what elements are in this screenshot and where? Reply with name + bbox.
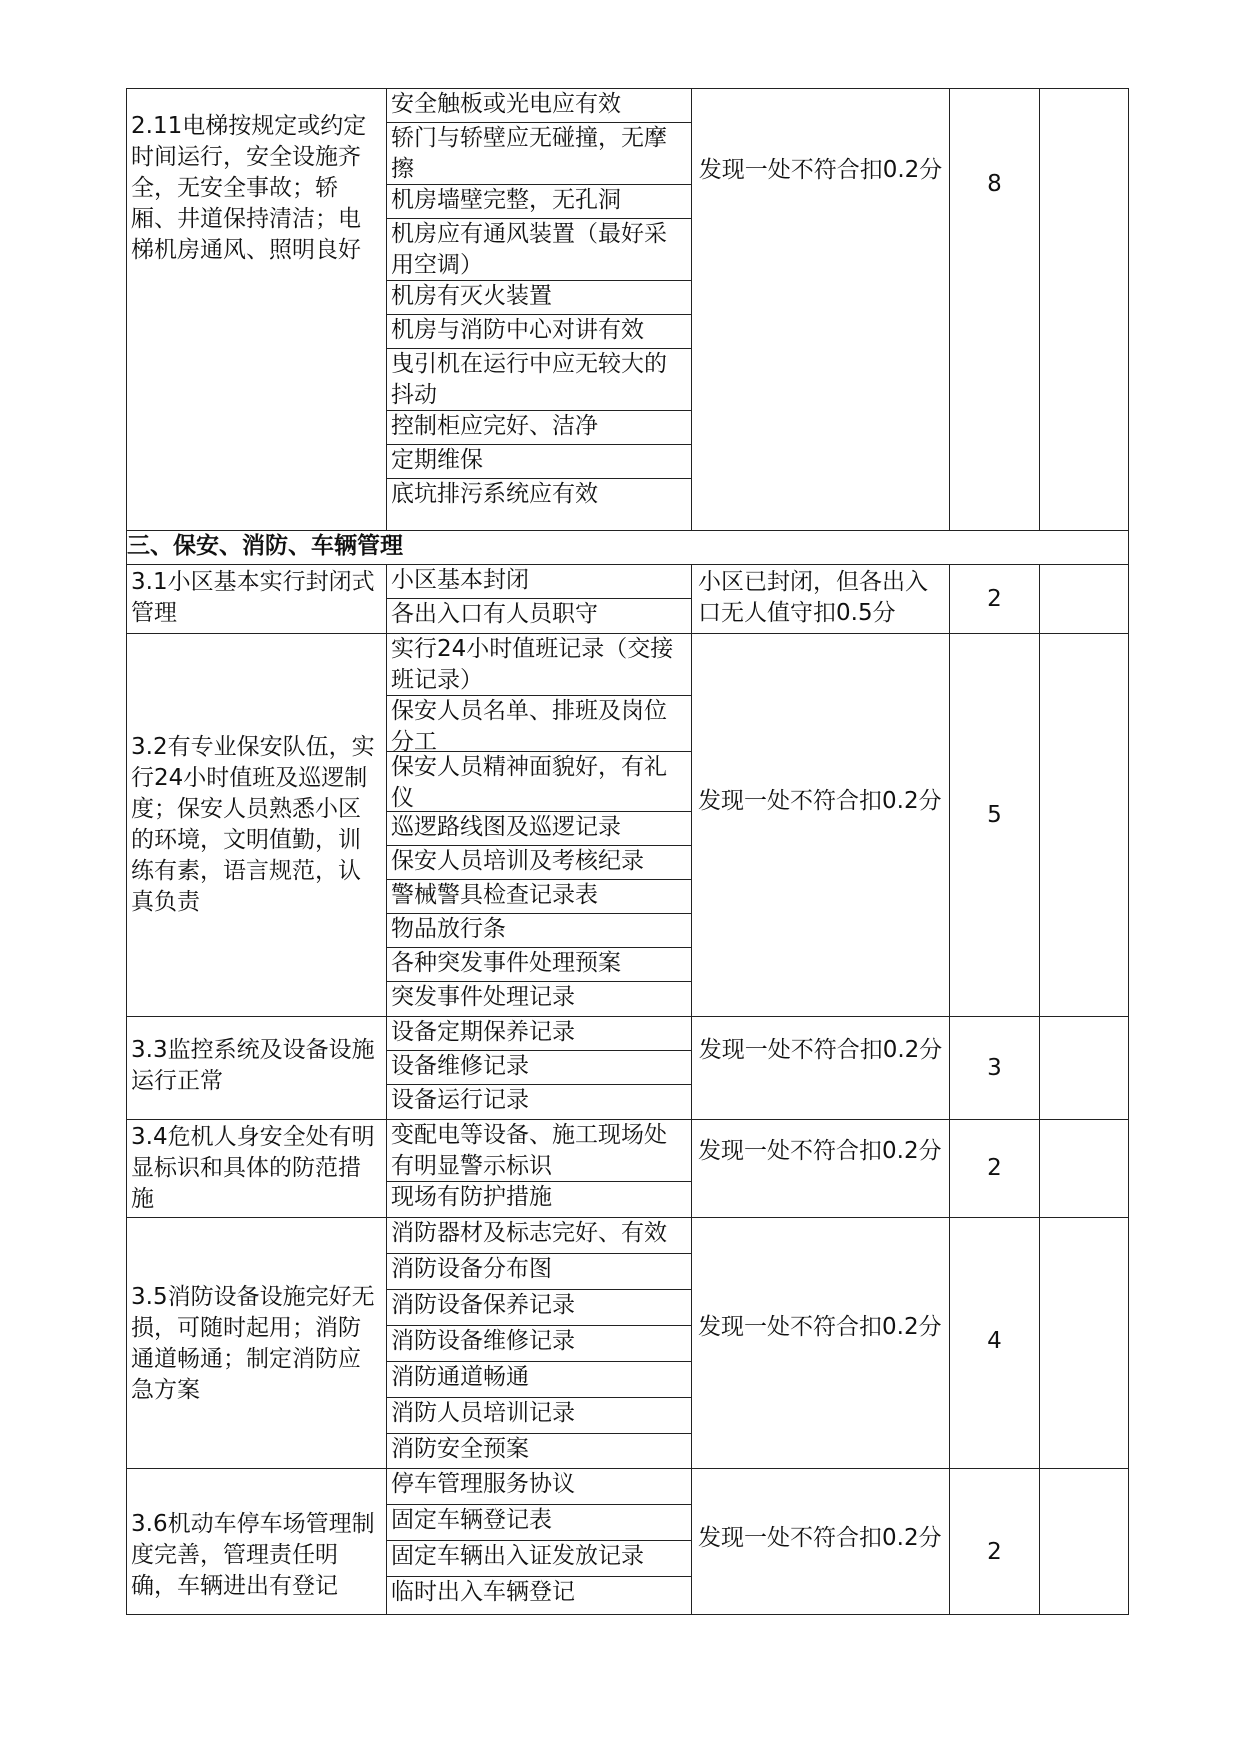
score-cell bbox=[950, 1218, 1040, 1469]
score-value: 5 bbox=[987, 802, 1002, 828]
score-value: 8 bbox=[987, 171, 1002, 197]
deduction-standard: 发现一处不符合扣0.2分 bbox=[698, 1037, 943, 1063]
list-item: 突发事件处理记录 bbox=[391, 984, 575, 1010]
item-cell bbox=[127, 565, 387, 634]
list-item: 消防安全预案 bbox=[391, 1436, 529, 1462]
empty-cell bbox=[1040, 634, 1129, 1017]
item-text: 3.2有专业保安队伍，实行24小时值班及巡逻制度；保安人员熟悉小区的环境，文明值勤，训练有素，语言规范，认真负责 bbox=[131, 734, 375, 915]
score-value: 3 bbox=[987, 1054, 1002, 1081]
list-item: 消防设备维修记录 bbox=[387, 1326, 691, 1362]
item-cell bbox=[127, 1218, 387, 1469]
empty-cell bbox=[1040, 1218, 1129, 1469]
deduction-standard: 发现一处不符合扣0.2分 bbox=[698, 788, 942, 814]
list-item: 保安人员精神面貌好，有礼仪 bbox=[387, 752, 691, 812]
list-item: 现场有防护措施 bbox=[391, 1184, 552, 1210]
assessment-table bbox=[126, 88, 1129, 1615]
list-item: 机房墙壁完整，无孔洞 bbox=[387, 185, 691, 219]
subitems-cell bbox=[387, 565, 692, 634]
item-cell bbox=[127, 89, 387, 531]
deduction-standard: 发现一处不符合扣0.2分 bbox=[698, 1138, 942, 1164]
item-text: 3.6机动车停车场管理制度完善，管理责任明确，车辆进出有登记 bbox=[131, 1511, 375, 1599]
item-cell bbox=[127, 1017, 387, 1120]
table-row bbox=[127, 1017, 1129, 1120]
score-value: 2 bbox=[987, 585, 1002, 612]
list-item: 底坑排污系统应有效 bbox=[391, 481, 598, 507]
list-item: 设备定期保养记录 bbox=[387, 1017, 691, 1051]
subitems-cell bbox=[387, 1120, 692, 1218]
item-text: 3.4危机人身安全处有明显标识和具体的防范措施 bbox=[131, 1124, 375, 1212]
deduction-standard: 发现一处不符合扣0.2分 bbox=[698, 157, 943, 183]
list-item: 保安人员培训及考核纪录 bbox=[387, 846, 691, 880]
score-cell bbox=[950, 1017, 1040, 1120]
list-item: 实行24小时值班记录（交接班记录） bbox=[387, 634, 691, 696]
score-cell bbox=[950, 1469, 1040, 1615]
table-row bbox=[127, 1120, 1129, 1218]
empty-cell bbox=[1040, 89, 1129, 531]
subitems-cell bbox=[387, 634, 692, 1017]
empty-cell bbox=[1040, 1469, 1129, 1615]
item-text: 3.1小区基本实行封闭式管理 bbox=[131, 569, 375, 626]
list-item: 各出入口有人员职守 bbox=[391, 601, 598, 627]
list-item: 安全触板或光电应有效 bbox=[387, 89, 691, 123]
list-item: 停车管理服务协议 bbox=[387, 1469, 691, 1505]
list-item: 固定车辆登记表 bbox=[387, 1505, 691, 1541]
section-title: 三、保安、消防、车辆管理 bbox=[127, 531, 1129, 565]
standard-cell bbox=[692, 1120, 950, 1218]
deduction-standard: 发现一处不符合扣0.2分 bbox=[698, 1314, 942, 1340]
standard-cell bbox=[692, 565, 950, 634]
item-cell bbox=[127, 1120, 387, 1218]
list-item: 各种突发事件处理预案 bbox=[387, 948, 691, 982]
empty-cell bbox=[1040, 1017, 1129, 1120]
list-item: 曳引机在运行中应无较大的抖动 bbox=[387, 349, 691, 411]
list-item: 固定车辆出入证发放记录 bbox=[387, 1541, 691, 1577]
list-item: 消防设备分布图 bbox=[387, 1254, 691, 1290]
list-item: 机房应有通风装置（最好采用空调） bbox=[387, 219, 691, 281]
item-text: 3.5消防设备设施完好无损，可随时起用；消防通道畅通；制定消防应急方案 bbox=[131, 1284, 375, 1403]
list-item: 控制柜应完好、洁净 bbox=[387, 411, 691, 445]
list-item: 设备维修记录 bbox=[387, 1051, 691, 1085]
score-value: 4 bbox=[987, 1328, 1002, 1354]
subitems-cell bbox=[387, 1218, 692, 1469]
empty-cell bbox=[1040, 565, 1129, 634]
list-item: 设备运行记录 bbox=[391, 1087, 529, 1113]
score-cell bbox=[950, 565, 1040, 634]
deduction-standard: 发现一处不符合扣0.2分 bbox=[698, 1525, 942, 1551]
score-cell bbox=[950, 1120, 1040, 1218]
table-row bbox=[127, 89, 1129, 531]
score-cell bbox=[950, 89, 1040, 531]
score-cell bbox=[950, 634, 1040, 1017]
table-row bbox=[127, 565, 1129, 634]
standard-cell bbox=[692, 1469, 950, 1615]
empty-cell bbox=[1040, 1120, 1129, 1218]
list-item: 物品放行条 bbox=[387, 914, 691, 948]
list-item: 变配电等设备、施工现场处有明显警示标识 bbox=[387, 1120, 691, 1182]
list-item: 消防设备保养记录 bbox=[387, 1290, 691, 1326]
item-text: 2.11电梯按规定或约定时间运行，安全设施齐全，无安全事故；轿厢、井道保持清洁；电梯机房通风、照明良好 bbox=[131, 113, 367, 263]
item-cell bbox=[127, 1469, 387, 1615]
list-item: 巡逻路线图及巡逻记录 bbox=[387, 812, 691, 846]
list-item: 机房有灭火装置 bbox=[387, 281, 691, 315]
list-item: 轿门与轿壁应无碰撞，无摩擦 bbox=[387, 123, 691, 185]
item-text: 3.3监控系统及设备设施运行正常 bbox=[131, 1037, 375, 1094]
table-row bbox=[127, 1469, 1129, 1615]
list-item: 消防人员培训记录 bbox=[387, 1398, 691, 1434]
item-cell bbox=[127, 634, 387, 1017]
score-value: 2 bbox=[987, 1155, 1002, 1181]
subitems-cell bbox=[387, 1017, 692, 1120]
table-row bbox=[127, 1218, 1129, 1469]
list-item: 定期维保 bbox=[387, 445, 691, 479]
table-row bbox=[127, 634, 1129, 1017]
list-item: 小区基本封闭 bbox=[387, 565, 691, 599]
standard-cell bbox=[692, 1218, 950, 1469]
subitems-cell bbox=[387, 1469, 692, 1615]
list-item: 机房与消防中心对讲有效 bbox=[387, 315, 691, 349]
score-value: 2 bbox=[987, 1539, 1002, 1565]
standard-cell bbox=[692, 89, 950, 531]
standard-cell bbox=[692, 1017, 950, 1120]
list-item: 消防器材及标志完好、有效 bbox=[387, 1218, 691, 1254]
list-item: 消防通道畅通 bbox=[387, 1362, 691, 1398]
list-item: 保安人员名单、排班及岗位分工 bbox=[387, 696, 691, 752]
deduction-standard: 小区已封闭，但各出入口无人值守扣0.5分 bbox=[698, 569, 928, 626]
section-header-row bbox=[127, 531, 1129, 565]
list-item: 临时出入车辆登记 bbox=[391, 1579, 575, 1605]
subitems-cell bbox=[387, 89, 692, 531]
standard-cell bbox=[692, 634, 950, 1017]
list-item: 警械警具检查记录表 bbox=[387, 880, 691, 914]
